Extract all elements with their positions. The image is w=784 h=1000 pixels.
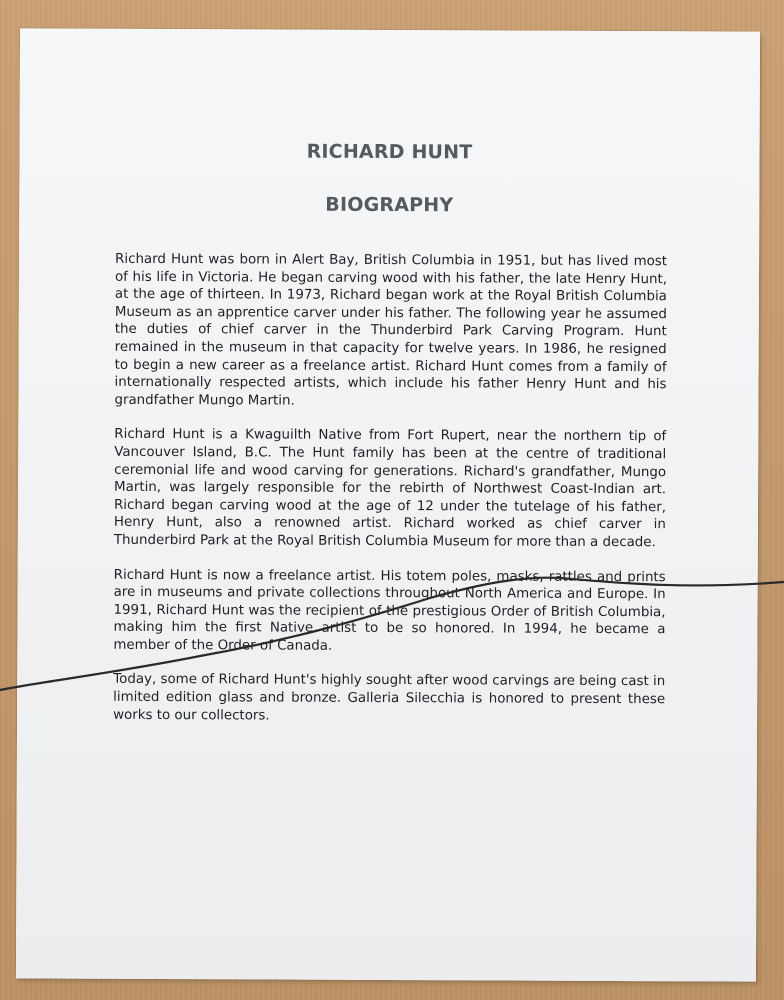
document-heading: RICHARD HUNT (306, 140, 473, 164)
biography-sheet (16, 28, 760, 981)
document-body (113, 251, 667, 744)
document-subheading: BIOGRAPHY (325, 193, 454, 217)
paragraph-heritage: Richard Hunt is a Kwaguilth Native from Fort Rupert, near the northern tip of Vancouver Island, B.C. The Hunt family has been at the centre of traditional ceremonial life and wood carving for generations. Richard's grandfather, Mungo Martin, was largely responsible for the rebirth of Northwest Coast-Indian art. Richard began carving wood at the age of 12 under the tutelage of his father, Henry Hunt, also a renowned artist. Richard worked as chief carver in Thunderbird Park at the Royal British Columbia Museum for more than a decade. (113, 427, 667, 551)
paragraph-early-life: Richard Hunt was born in Alert Bay, British Columbia in 1951, but has lived most of his life in Victoria. He began carving wood with his father, the late Henry Hunt, at the age of thirteen. In 1973, Richard began work at the Royal British Columbia Museum as an apprentice carver under his father. The following year he assumed the duties of chief carver in the Thunderbird Park Carving Program. Hunt remained in the museum in that capacity for twelve years. In 1986, he resigned to begin a new career as a freelance artist. Richard Hunt comes from a family of internationally respected artists, which include his father Henry Hunt and his grandfather Mungo Martin. (114, 251, 668, 409)
paragraph-career: Richard Hunt is now a freelance artist. His totem poles, masks, rattles and prints are in museums and private collections throughout North America and Europe. In 1991, Richard Hunt was the recipient of the prestigious Order of British Columbia, making him the first Native artist to be so honored. In 1994, he became a member of the Order of Canada. (113, 567, 666, 654)
paragraph-today: Today, some of Richard Hunt's highly sought after wood carvings are being cast in limited edition glass and bronze. Galleria Silecchia is honored to present these works to our collectors. (113, 672, 666, 724)
